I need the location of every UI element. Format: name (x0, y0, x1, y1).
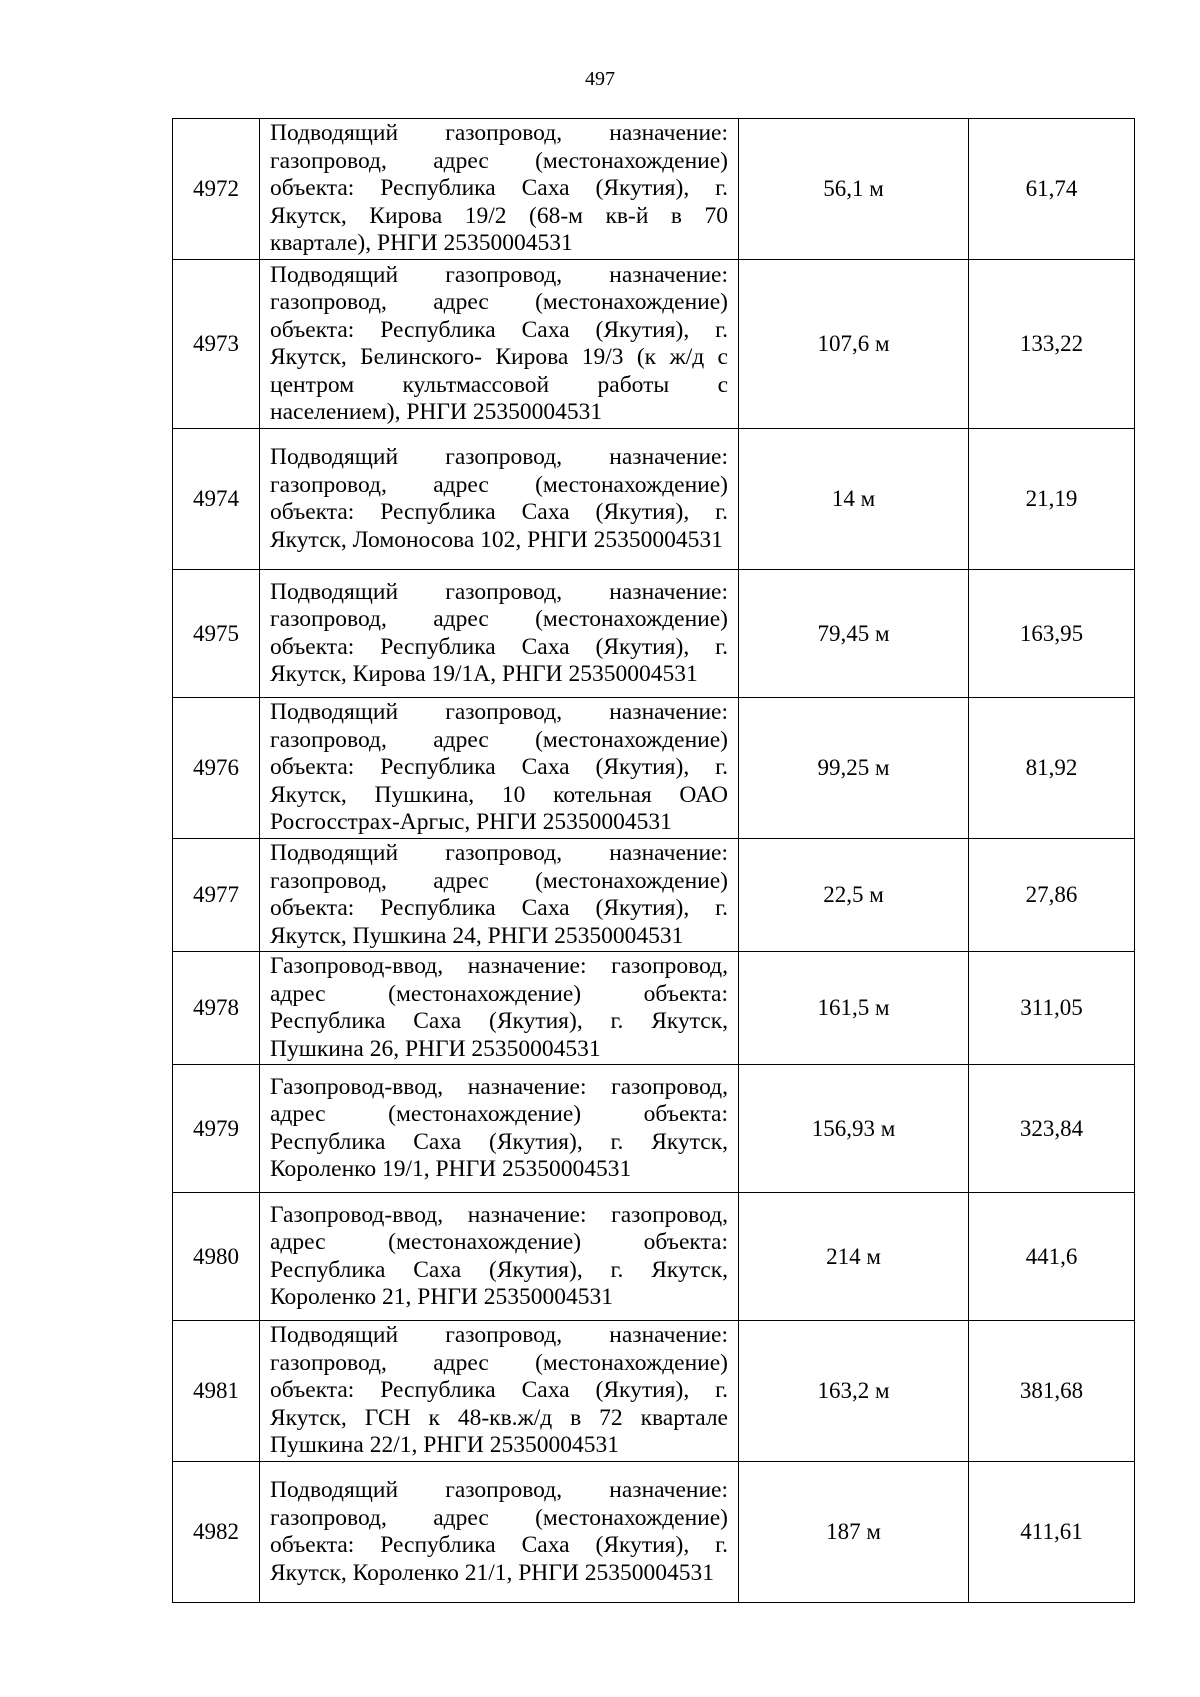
object-description: Подводящий газопровод, назначение: газопровод, адрес (местонахождение) объекта: Республика Саха (Якутия), г. Якутск, Короленко 21/1, РНГИ 25350004531 (260, 1462, 739, 1603)
object-length: 99,25 м (739, 698, 969, 839)
table-row (173, 1193, 1135, 1321)
row-number: 4982 (173, 1462, 260, 1603)
object-description: Газопровод-ввод, назначение: газопровод, адрес (местонахождение) объекта: Республика Саха (Якутия), г. Якутск, Короленко 19/1, РНГИ 25350004531 (260, 1065, 739, 1193)
row-number: 4981 (173, 1321, 260, 1462)
object-value: 27,86 (969, 839, 1135, 952)
table-row (173, 1321, 1135, 1462)
object-length: 163,2 м (739, 1321, 969, 1462)
object-description: Подводящий газопровод, назначение: газопровод, адрес (местонахождение) объекта: Республика Саха (Якутия), г. Якутск, ГСН к 48-кв.ж/д в 72 квартале Пушкина 22/1, РНГИ 25350004531 (260, 1321, 739, 1462)
row-number: 4980 (173, 1193, 260, 1321)
object-length: 214 м (739, 1193, 969, 1321)
object-value: 381,68 (969, 1321, 1135, 1462)
object-description: Подводящий газопровод, назначение: газопровод, адрес (местонахождение) объекта: Республика Саха (Якутия), г. Якутск, Ломоносова 102, РНГИ 25350004531 (260, 429, 739, 570)
object-length: 14 м (739, 429, 969, 570)
object-description: Подводящий газопровод, назначение: газопровод, адрес (местонахождение) объекта: Республика Саха (Якутия), г. Якутск, Пушкина 24, РНГИ 25350004531 (260, 839, 739, 952)
object-description: Подводящий газопровод, назначение: газопровод, адрес (местонахождение) объекта: Республика Саха (Якутия), г. Якутск, Пушкина, 10 котельная ОАО Росгосстрах-Аргыс, РНГИ 25350004531 (260, 698, 739, 839)
object-value: 441,6 (969, 1193, 1135, 1321)
object-value: 411,61 (969, 1462, 1135, 1603)
object-value: 21,19 (969, 429, 1135, 570)
object-description: Подводящий газопровод, назначение: газопровод, адрес (местонахождение) объекта: Республика Саха (Якутия), г. Якутск, Кирова 19/1А, РНГИ 25350004531 (260, 570, 739, 698)
page-number: 497 (585, 68, 615, 90)
row-number: 4975 (173, 570, 260, 698)
table-row (173, 119, 1135, 260)
row-number: 4979 (173, 1065, 260, 1193)
object-length: 56,1 м (739, 119, 969, 260)
object-description: Газопровод-ввод, назначение: газопровод, адрес (местонахождение) объекта: Республика Саха (Якутия), г. Якутск, Короленко 21, РНГИ 25350004531 (260, 1193, 739, 1321)
object-length: 107,6 м (739, 260, 969, 429)
object-length: 79,45 м (739, 570, 969, 698)
table-row (173, 1462, 1135, 1603)
table-row (173, 1065, 1135, 1193)
row-number: 4974 (173, 429, 260, 570)
table-row (173, 570, 1135, 698)
property-registry-table (172, 118, 1135, 1603)
object-description: Газопровод-ввод, назначение: газопровод, адрес (местонахождение) объекта: Республика Саха (Якутия), г. Якутск, Пушкина 26, РНГИ 25350004531 (260, 952, 739, 1065)
row-number: 4978 (173, 952, 260, 1065)
object-value: 81,92 (969, 698, 1135, 839)
table-row (173, 260, 1135, 429)
row-number: 4977 (173, 839, 260, 952)
object-value: 311,05 (969, 952, 1135, 1065)
object-value: 323,84 (969, 1065, 1135, 1193)
object-description: Подводящий газопровод, назначение: газопровод, адрес (местонахождение) объекта: Республика Саха (Якутия), г. Якутск, Белинского- Кирова 19/3 (к ж/д с центром культмассовой работы с населением), РНГИ 25350004531 (260, 260, 739, 429)
table-row (173, 698, 1135, 839)
table-row (173, 429, 1135, 570)
object-length: 22,5 м (739, 839, 969, 952)
object-length: 161,5 м (739, 952, 969, 1065)
object-value: 133,22 (969, 260, 1135, 429)
row-number: 4973 (173, 260, 260, 429)
table-row (173, 839, 1135, 952)
object-value: 61,74 (969, 119, 1135, 260)
row-number: 4972 (173, 119, 260, 260)
object-length: 187 м (739, 1462, 969, 1603)
table-row (173, 952, 1135, 1065)
object-length: 156,93 м (739, 1065, 969, 1193)
row-number: 4976 (173, 698, 260, 839)
object-value: 163,95 (969, 570, 1135, 698)
object-description: Подводящий газопровод, назначение: газопровод, адрес (местонахождение) объекта: Республика Саха (Якутия), г. Якутск, Кирова 19/2 (68-м кв-й в 70 квартале), РНГИ 25350004531 (260, 119, 739, 260)
